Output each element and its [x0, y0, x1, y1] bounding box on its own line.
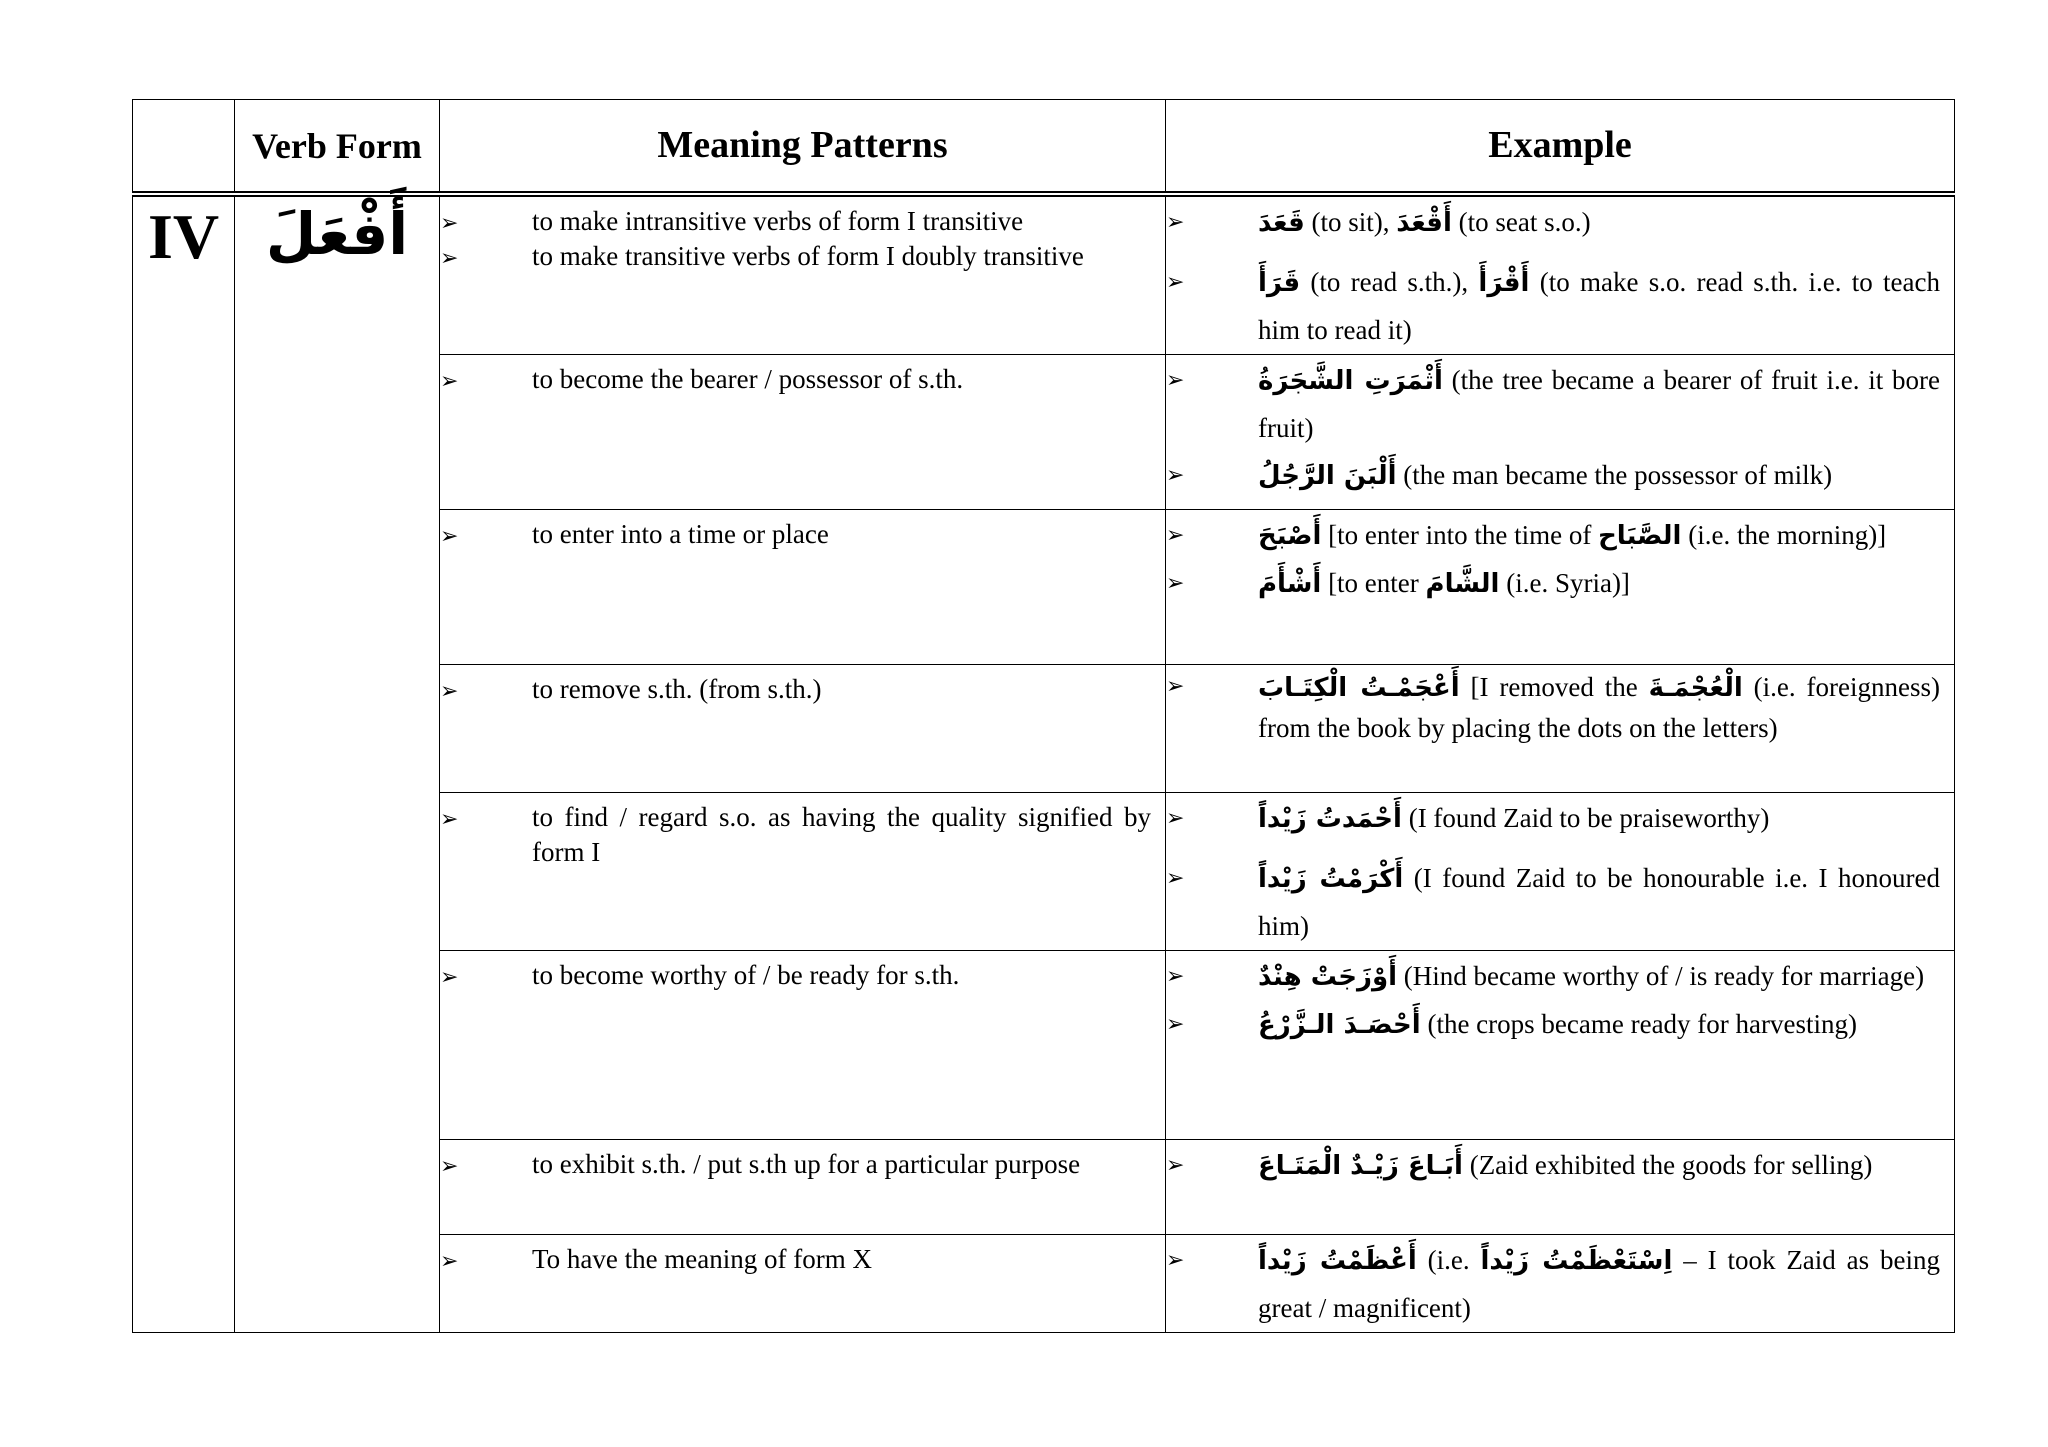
header-verb-form: Verb Form [235, 100, 440, 195]
meaning-item: ➢ to make intransitive verbs of form I transitive [532, 205, 1151, 240]
arrowhead-bullet-icon: ➢ [440, 524, 459, 549]
example-item: ➢ أَصْبَحَ [to enter into the time of الصَّبَاح (i.e. the morning)] [1258, 512, 1940, 560]
example-item: ➢ أَعْجَمْـتُ الْكِتَـابَ [I removed the الْعُجْمَـةَ (i.e. foreignness) from the book by placing the dots on the letters) [1258, 667, 1940, 748]
meaning-item: ➢ to remove s.th. (from s.th.) [532, 673, 1151, 708]
arrowhead-bullet-icon: ➢ [1166, 964, 1185, 989]
meaning-cell [440, 1140, 1166, 1235]
arrowhead-bullet-icon: ➢ [440, 1154, 459, 1179]
arrowhead-bullet-icon: ➢ [1166, 523, 1185, 548]
example-item: ➢ أَحْصَـدَ الـزَّرْعُ (the crops became ready for harvesting) [1258, 1001, 1940, 1049]
example-cell [1166, 951, 1955, 1140]
arrowhead-bullet-icon: ➢ [440, 1249, 459, 1274]
arrowhead-bullet-icon: ➢ [1166, 270, 1185, 295]
header-blank-cell [133, 100, 235, 195]
meaning-item: ➢ to become the bearer / possessor of s.th. [532, 363, 1151, 398]
meaning-cell [440, 355, 1166, 510]
example-item: ➢ أَبَـاعَ زَيْـدٌ الْمَتَـاعَ (Zaid exhibited the goods for selling) [1258, 1142, 1940, 1190]
arrowhead-bullet-icon: ➢ [440, 807, 459, 832]
arrowhead-bullet-icon: ➢ [1166, 674, 1185, 699]
example-item: ➢ قَرَأَ (to read s.th.), أَقْرَأَ (to make s.o. read s.th. i.e. to teach him to read it) [1258, 259, 1940, 354]
example-item: ➢ أَثْمَرَتِ الشَّجَرَةُ (the tree became a bearer of fruit i.e. it bore fruit) [1258, 357, 1940, 452]
example-item: ➢ أَحْمَدتُ زَيْداً (I found Zaid to be praiseworthy) [1258, 795, 1940, 843]
example-item: ➢ قَعَدَ (to sit), أَقْعَدَ (to seat s.o.) [1258, 199, 1940, 247]
example-cell [1166, 665, 1955, 793]
arrowhead-bullet-icon: ➢ [440, 369, 459, 394]
meaning-cell [440, 194, 1166, 355]
meaning-cell [440, 665, 1166, 793]
arrowhead-bullet-icon: ➢ [440, 246, 459, 271]
meaning-item: ➢ to enter into a time or place [532, 518, 1151, 553]
example-cell [1166, 355, 1955, 510]
meaning-cell [440, 510, 1166, 665]
verb-pattern-arabic: أَفْعَلَ [235, 194, 440, 1333]
example-cell [1166, 510, 1955, 665]
arrowhead-bullet-icon: ➢ [1166, 368, 1185, 393]
arrowhead-bullet-icon: ➢ [1166, 571, 1185, 596]
arrowhead-bullet-icon: ➢ [1166, 210, 1185, 235]
example-cell [1166, 194, 1955, 355]
meaning-item: ➢ to find / regard s.o. as having the quality signified by form I [440, 802, 1151, 867]
arrowhead-bullet-icon: ➢ [1166, 1012, 1185, 1037]
example-item: ➢ أَكْرَمْتُ زَيْداً (I found Zaid to be honourable i.e. I honoured him) [1258, 855, 1940, 950]
meaning-cell [440, 793, 1166, 951]
header-meaning-patterns: Meaning Patterns [440, 100, 1166, 195]
meaning-item: ➢ To have the meaning of form X [532, 1243, 1151, 1278]
example-cell [1166, 793, 1955, 951]
header-row [133, 100, 1955, 195]
arrowhead-bullet-icon: ➢ [440, 211, 459, 236]
arrowhead-bullet-icon: ➢ [440, 679, 459, 704]
example-cell [1166, 1235, 1955, 1333]
arrowhead-bullet-icon: ➢ [1166, 806, 1185, 831]
arrowhead-bullet-icon: ➢ [440, 965, 459, 990]
example-item: ➢ أَلْبَنَ الرَّجُلُ (the man became the possessor of milk) [1258, 452, 1940, 500]
example-item: ➢ أَوْزَجَتْ هِنْدٌ (Hind became worthy of / is ready for marriage) [1258, 953, 1940, 1001]
header-example: Example [1166, 100, 1955, 195]
arrowhead-bullet-icon: ➢ [1166, 463, 1185, 488]
meaning-cell [440, 1235, 1166, 1333]
meaning-item: ➢ to exhibit s.th. / put s.th up for a particular purpose [532, 1148, 1151, 1183]
meaning-item: ➢ to make transitive verbs of form I doubly transitive [532, 240, 1151, 275]
example-cell [1166, 1140, 1955, 1235]
arrowhead-bullet-icon: ➢ [1166, 1248, 1185, 1273]
table-row [133, 194, 1955, 355]
meaning-item: ➢ to become worthy of / be ready for s.th. [532, 959, 1151, 994]
arrowhead-bullet-icon: ➢ [1166, 866, 1185, 891]
verb-form-table [132, 99, 1955, 1333]
arrowhead-bullet-icon: ➢ [1166, 1153, 1185, 1178]
example-item: ➢ أَعْظَمْتُ زَيْداً (i.e. اِسْتَعْظَمْتُ زَيْداً – I took Zaid as being great / magnificent) [1258, 1237, 1940, 1332]
example-item: ➢ أَشْأَمَ [to enter الشَّامَ (i.e. Syria)] [1258, 560, 1940, 608]
form-number: IV [133, 194, 235, 1333]
meaning-cell [440, 951, 1166, 1140]
